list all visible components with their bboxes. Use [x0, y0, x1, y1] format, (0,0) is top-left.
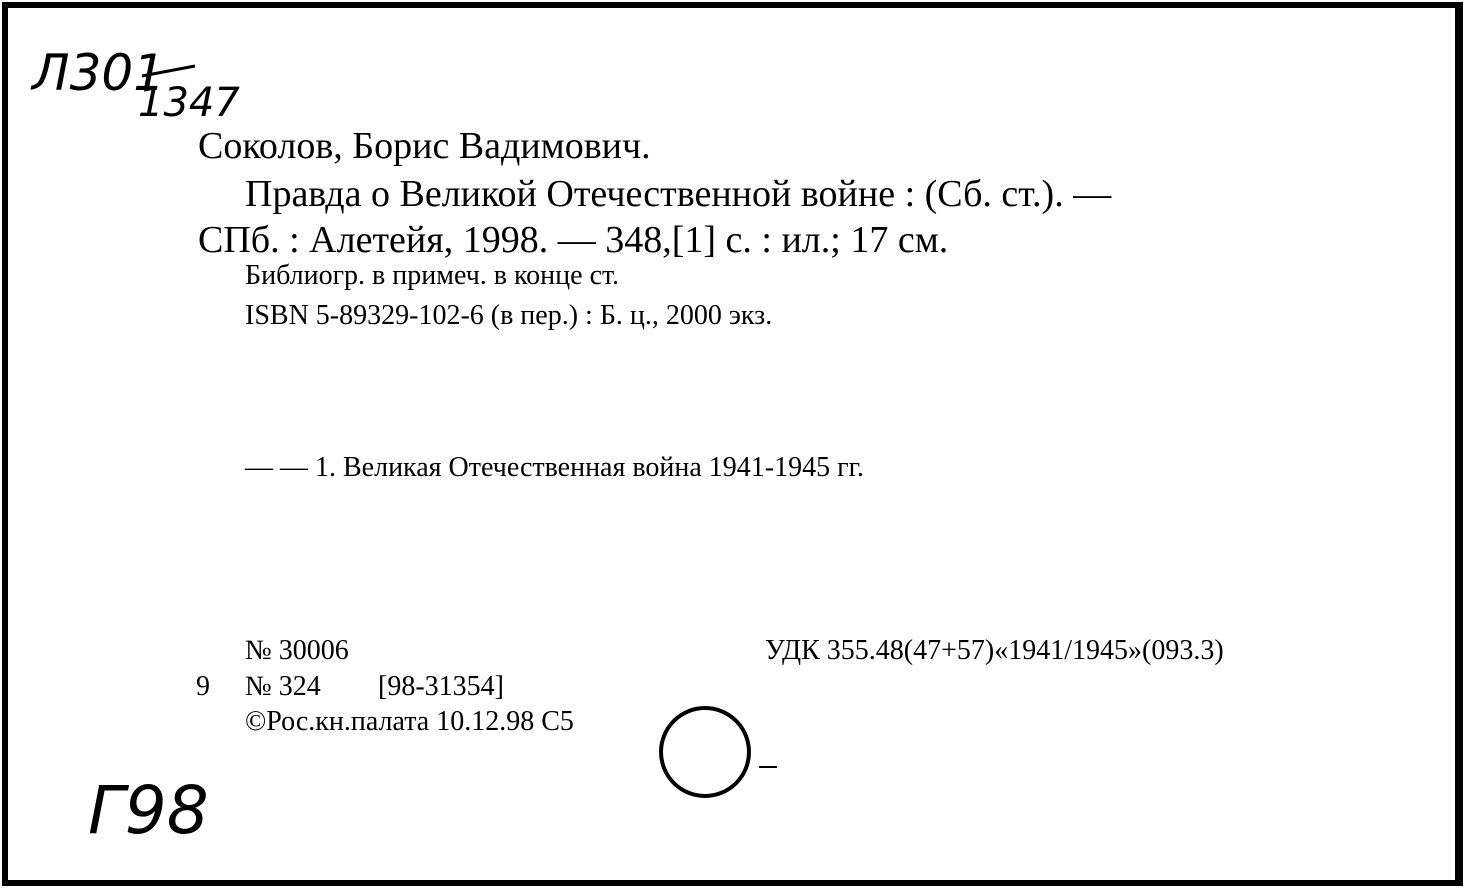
footer-prefix: 9 [196, 671, 210, 702]
book-chamber-line: ©Рос.кн.палата 10.12.98 С5 [245, 706, 574, 737]
shelfmark-fraction-line [140, 62, 200, 82]
udc-code: УДК 355.48(47+57)«1941/1945»(093.3) [765, 635, 1224, 666]
bibliography-note: Библиогр. в примеч. в конце ст. [245, 260, 620, 291]
title-line-2: СПб. : Алетейя, 1998. — 348,[1] с. : ил.; 17 см. [198, 219, 949, 261]
handwritten-call-mark: Г98 [88, 772, 209, 849]
subject-heading: — — 1. Великая Отечественная война 1941-1945 гг. [245, 452, 864, 483]
order-number: № 324 [245, 671, 321, 702]
punch-hole-circle [655, 705, 785, 805]
card-number: № 30006 [245, 635, 349, 666]
registration-number: [98-31354] [378, 671, 504, 702]
handwritten-shelfmark: Л301 [32, 44, 166, 102]
title-line-1: Правда о Великой Отечественной войне : (Сб. ст.). — [245, 173, 1112, 215]
handwritten-shelfmark-sub: 1347 [138, 80, 240, 126]
isbn-line: ISBN 5-89329-102-6 (в пер.) : Б. ц., 2000 экз. [245, 300, 773, 331]
author-heading: Соколов, Борис Вадимович. [198, 125, 651, 167]
